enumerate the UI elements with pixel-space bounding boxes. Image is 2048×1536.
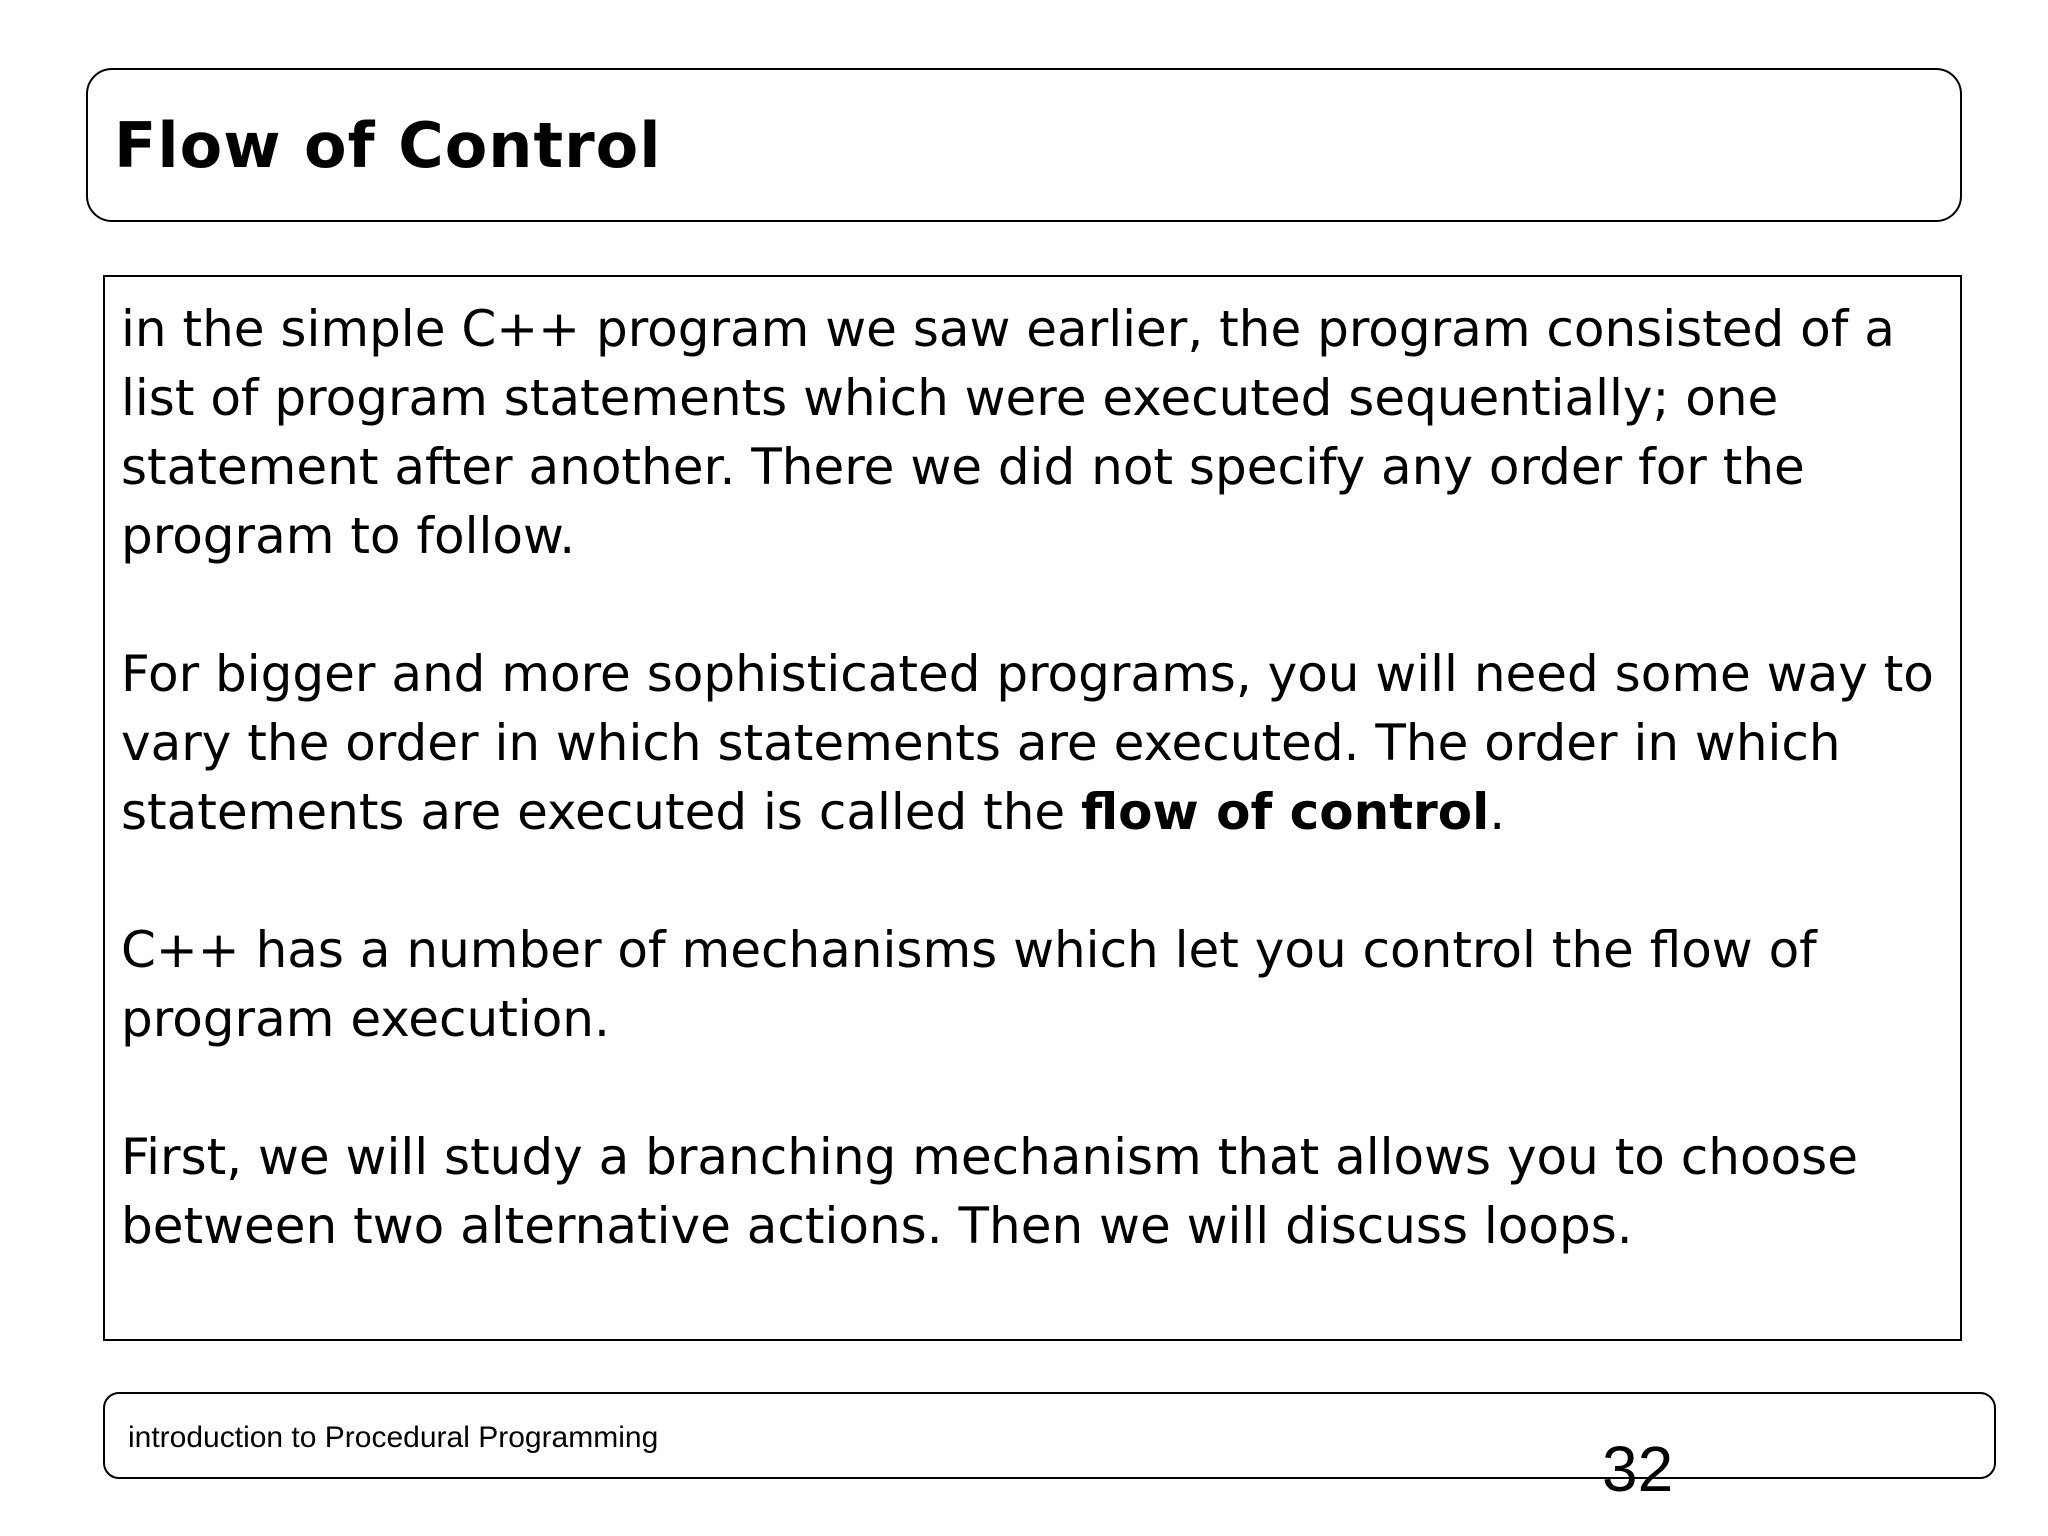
paragraph-text: C++ has a number of mechanisms which let you control the flow of program execution. (121, 921, 1817, 1048)
paragraph-2 (121, 640, 1941, 847)
paragraph-text: For bigger and more sophisticated programs, you will need some way to vary the order in which statements are executed. The order in which statements are executed is called the (121, 645, 1934, 841)
paragraph-1 (121, 295, 1941, 571)
content-box (103, 275, 1962, 1341)
footer-course-title: introduction to Procedural Programming (128, 1421, 659, 1454)
paragraph-text: First, we will study a branching mechanism that allows you to choose between two alternative actions. Then we will discuss loops. (121, 1128, 1858, 1255)
content-body (121, 295, 1941, 1261)
slide-title: Flow of Control (114, 109, 662, 182)
page-number: 32 (1602, 1433, 1674, 1505)
title-box (86, 68, 1962, 222)
paragraph-4 (121, 1123, 1941, 1261)
paragraph-3 (121, 916, 1941, 1054)
paragraph-text: in the simple C++ program we saw earlier, the program consisted of a list of program statements which were executed sequentially; one statement after another. There we did not specify any order for the program to follow. (121, 300, 1895, 565)
bold-term: flow of control (1081, 783, 1490, 841)
footer-box (103, 1392, 1996, 1505)
paragraph-text-end: . (1489, 783, 1506, 841)
